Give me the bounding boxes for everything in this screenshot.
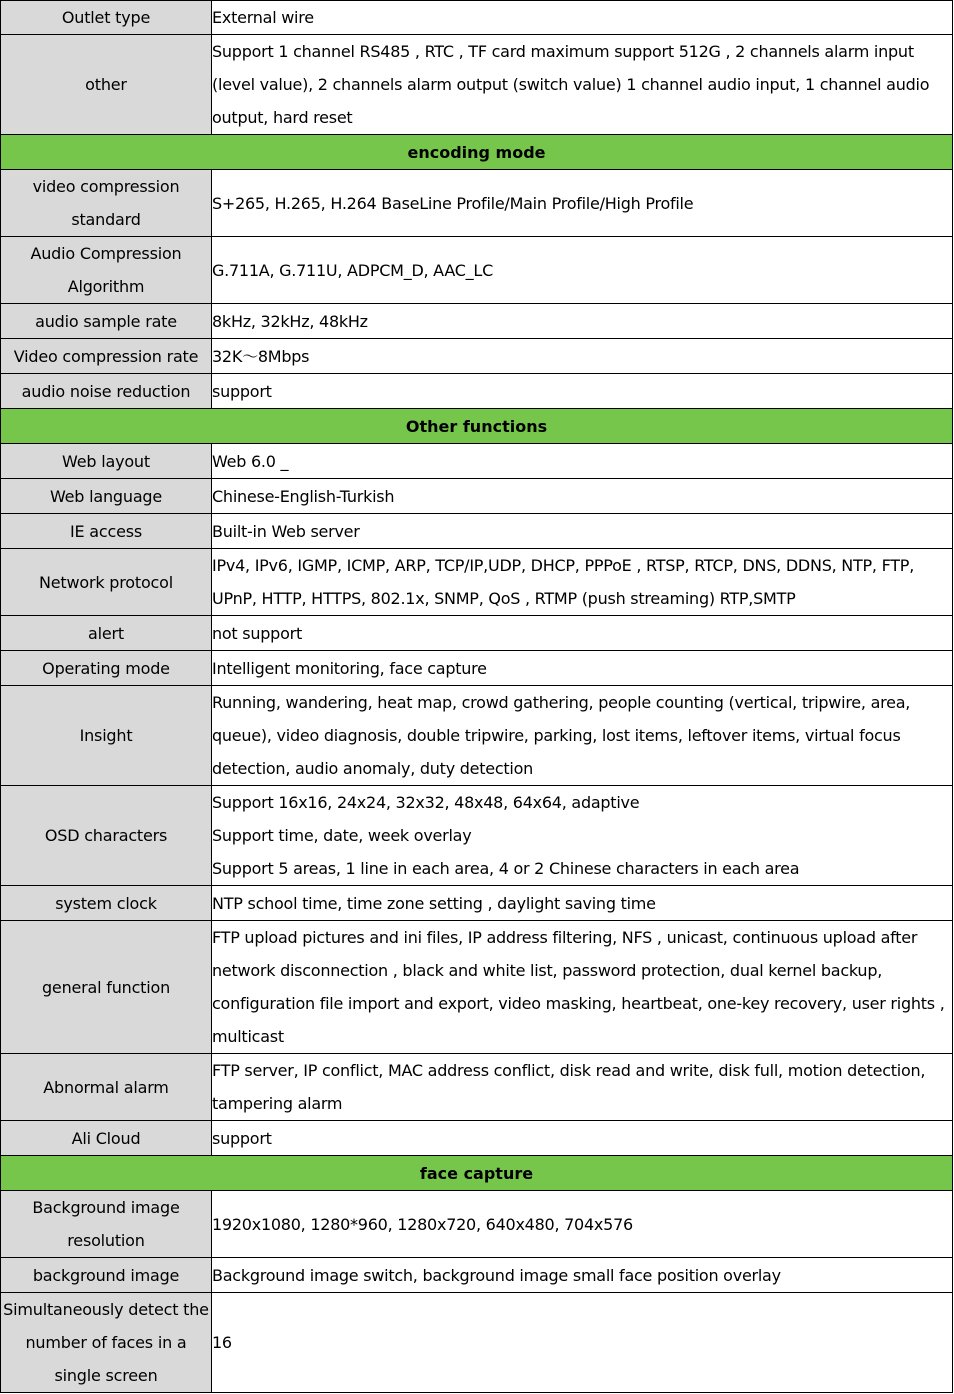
spec-row [1,1258,953,1293]
spec-value: 16 [212,1293,953,1393]
section-header-row [1,409,953,444]
spec-table-body [1,1,953,1393]
spec-value: Intelligent monitoring, face capture [212,651,953,686]
spec-row [1,514,953,549]
spec-label: Insight [1,686,212,786]
spec-row [1,549,953,616]
spec-label: Background image resolution [1,1191,212,1258]
spec-row [1,886,953,921]
spec-value: Web 6.0 _ [212,444,953,479]
spec-label: audio sample rate [1,304,212,339]
spec-row [1,339,953,374]
spec-row [1,651,953,686]
spec-label: IE access [1,514,212,549]
spec-value: External wire [212,1,953,35]
spec-label: Web language [1,479,212,514]
spec-value [212,786,953,886]
spec-value: IPv4, IPv6, IGMP, ICMP, ARP, TCP/IP,UDP, DHCP, PPPoE , RTSP, RTCP, DNS, DDNS, NTP, FTP, UPnP, HTTP, HTTPS, 802.1x, SNMP, QoS , RTMP (push streaming) RTP,SMTP [212,549,953,616]
spec-label: Abnormal alarm [1,1054,212,1121]
spec-label: Simultaneously detect the number of faces in a single screen [1,1293,212,1393]
section-header-row [1,135,953,170]
spec-label: Outlet type [1,1,212,35]
spec-value-line: Support 5 areas, 1 line in each area, 4 or 2 Chinese characters in each area [212,859,800,878]
spec-label: Audio Compression Algorithm [1,237,212,304]
spec-value: Background image switch, background image small face position overlay [212,1258,953,1293]
spec-row [1,1293,953,1393]
spec-label: Ali Cloud [1,1121,212,1156]
spec-value: 1920x1080, 1280*960, 1280x720, 640x480, 704x576 [212,1191,953,1258]
section-title: encoding mode [1,135,953,170]
spec-value: support [212,1121,953,1156]
spec-row [1,479,953,514]
spec-value-line: Support time, date, week overlay [212,826,472,845]
spec-value: 32K～8Mbps [212,339,953,374]
section-header-row [1,1156,953,1191]
spec-row [1,616,953,651]
spec-row [1,1,953,35]
section-title: face capture [1,1156,953,1191]
spec-row [1,35,953,135]
spec-label: alert [1,616,212,651]
spec-value: Support 1 channel RS485 , RTC , TF card maximum support 512G , 2 channels alarm input (level value), 2 channels alarm output (switch value) 1 channel audio input, 1 channel audio output, hard reset [212,35,953,135]
section-title: Other functions [1,409,953,444]
spec-label: system clock [1,886,212,921]
spec-label: Operating mode [1,651,212,686]
spec-row [1,786,953,886]
spec-row [1,1054,953,1121]
spec-label: other [1,35,212,135]
spec-value: NTP school time, time zone setting , daylight saving time [212,886,953,921]
spec-row [1,1121,953,1156]
spec-row [1,237,953,304]
spec-label: general function [1,921,212,1054]
spec-value: G.711A, G.711U, ADPCM_D, AAC_LC [212,237,953,304]
spec-value: S+265, H.265, H.264 BaseLine Profile/Main Profile/High Profile [212,170,953,237]
spec-value: FTP server, IP conflict, MAC address conflict, disk read and write, disk full, motion detection, tampering alarm [212,1054,953,1121]
spec-label: Web layout [1,444,212,479]
spec-label: audio noise reduction [1,374,212,409]
spec-label: Network protocol [1,549,212,616]
spec-label: OSD characters [1,786,212,886]
spec-label: video compression standard [1,170,212,237]
spec-row [1,686,953,786]
spec-value: Chinese-English-Turkish [212,479,953,514]
spec-value: Built-in Web server [212,514,953,549]
spec-value: Running, wandering, heat map, crowd gathering, people counting (vertical, tripwire, area, queue), video diagnosis, double tripwire, parking, lost items, leftover items, virtual focus detection, audio anomaly, duty detection [212,686,953,786]
spec-value-line: Support 16x16, 24x24, 32x32, 48x48, 64x64, adaptive [212,793,640,812]
spec-row [1,374,953,409]
spec-label: background image [1,1258,212,1293]
spec-row [1,444,953,479]
spec-row [1,921,953,1054]
spec-value: support [212,374,953,409]
spec-label: Video compression rate [1,339,212,374]
spec-value: 8kHz, 32kHz, 48kHz [212,304,953,339]
spec-value: not support [212,616,953,651]
spec-row [1,304,953,339]
spec-row [1,170,953,237]
spec-value: FTP upload pictures and ini files, IP address filtering, NFS , unicast, continuous upload after network disconnection , black and white list, password protection, dual kernel backup, configuration file import and export, video masking, heartbeat, one-key recovery, user rights , multicast [212,921,953,1054]
spec-row [1,1191,953,1258]
